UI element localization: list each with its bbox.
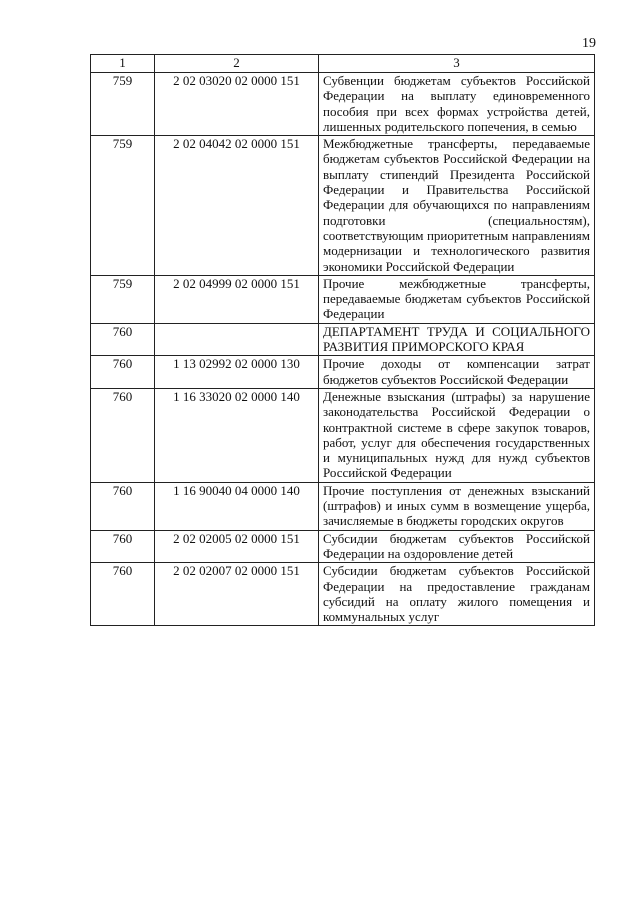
table-row [91, 73, 595, 136]
budget-code-cell [155, 323, 319, 356]
description-cell: Субвенции бюджетам субъектов Российской Федерации на выплату единовременного пособия при всех формах устройства детей, лишенных родительского попечения, в семью [319, 73, 595, 136]
admin-code-cell: 759 [91, 136, 155, 276]
budget-code-cell: 2 02 04999 02 0000 151 [155, 275, 319, 323]
table-row [91, 275, 595, 323]
budget-code-cell: 2 02 02005 02 0000 151 [155, 530, 319, 563]
admin-code-cell: 760 [91, 356, 155, 389]
budget-revenue-table [90, 54, 595, 626]
column-header-2: 2 [155, 55, 319, 73]
column-header-3: 3 [319, 55, 595, 73]
description-cell: Субсидии бюджетам субъектов Российской Федерации на оздоровление детей [319, 530, 595, 563]
description-cell: Прочие доходы от компенсации затрат бюджетов субъектов Российской Федерации [319, 356, 595, 389]
table-row [91, 323, 595, 356]
department-name-cell: ДЕПАРТАМЕНТ ТРУДА И СОЦИАЛЬНОГО РАЗВИТИЯ ПРИМОРСКОГО КРАЯ [319, 323, 595, 356]
admin-code-cell: 760 [91, 388, 155, 482]
admin-code-cell: 760 [91, 530, 155, 563]
column-header-1: 1 [91, 55, 155, 73]
table-row [91, 356, 595, 389]
description-cell: Прочие межбюджетные трансферты, передаваемые бюджетам субъектов Российской Федерации [319, 275, 595, 323]
description-cell: Прочие поступления от денежных взысканий (штрафов) и иных сумм в возмещение ущерба, зачисляемые в бюджеты городских округов [319, 482, 595, 530]
admin-code-cell: 759 [91, 275, 155, 323]
table-header [91, 55, 595, 73]
description-cell: Межбюджетные трансферты, передаваемые бюджетам субъектов Российской Федерации на выплату стипендий Президента Российской Федерации и Правительства Российской Федерации для обучающихся по направлениям подготовки (специальностям), соответствующим приоритетным направлениям модернизации и технологического развития экономики Российской Федерации [319, 136, 595, 276]
admin-code-cell: 760 [91, 482, 155, 530]
budget-code-cell: 2 02 02007 02 0000 151 [155, 563, 319, 626]
table-body [91, 73, 595, 626]
budget-code-cell: 1 16 33020 02 0000 140 [155, 388, 319, 482]
admin-code-cell: 759 [91, 73, 155, 136]
table-row [91, 388, 595, 482]
budget-code-cell: 1 13 02992 02 0000 130 [155, 356, 319, 389]
table-row [91, 563, 595, 626]
budget-code-cell: 1 16 90040 04 0000 140 [155, 482, 319, 530]
table-row [91, 482, 595, 530]
description-cell: Субсидии бюджетам субъектов Российской Федерации на предоставление гражданам субсидий на оплату жилого помещения и коммунальных услуг [319, 563, 595, 626]
table-row [91, 530, 595, 563]
admin-code-cell: 760 [91, 323, 155, 356]
budget-code-cell: 2 02 04042 02 0000 151 [155, 136, 319, 276]
admin-code-cell: 760 [91, 563, 155, 626]
budget-code-cell: 2 02 03020 02 0000 151 [155, 73, 319, 136]
table-header-row [91, 55, 595, 73]
table-row [91, 136, 595, 276]
description-cell: Денежные взыскания (штрафы) за нарушение законодательства Российской Федерации о контрактной системе в сфере закупок товаров, работ, услуг для обеспечения государственных и муниципальных нужд для нужд субъектов Российской Федерации [319, 388, 595, 482]
page-number: 19 [582, 36, 596, 51]
